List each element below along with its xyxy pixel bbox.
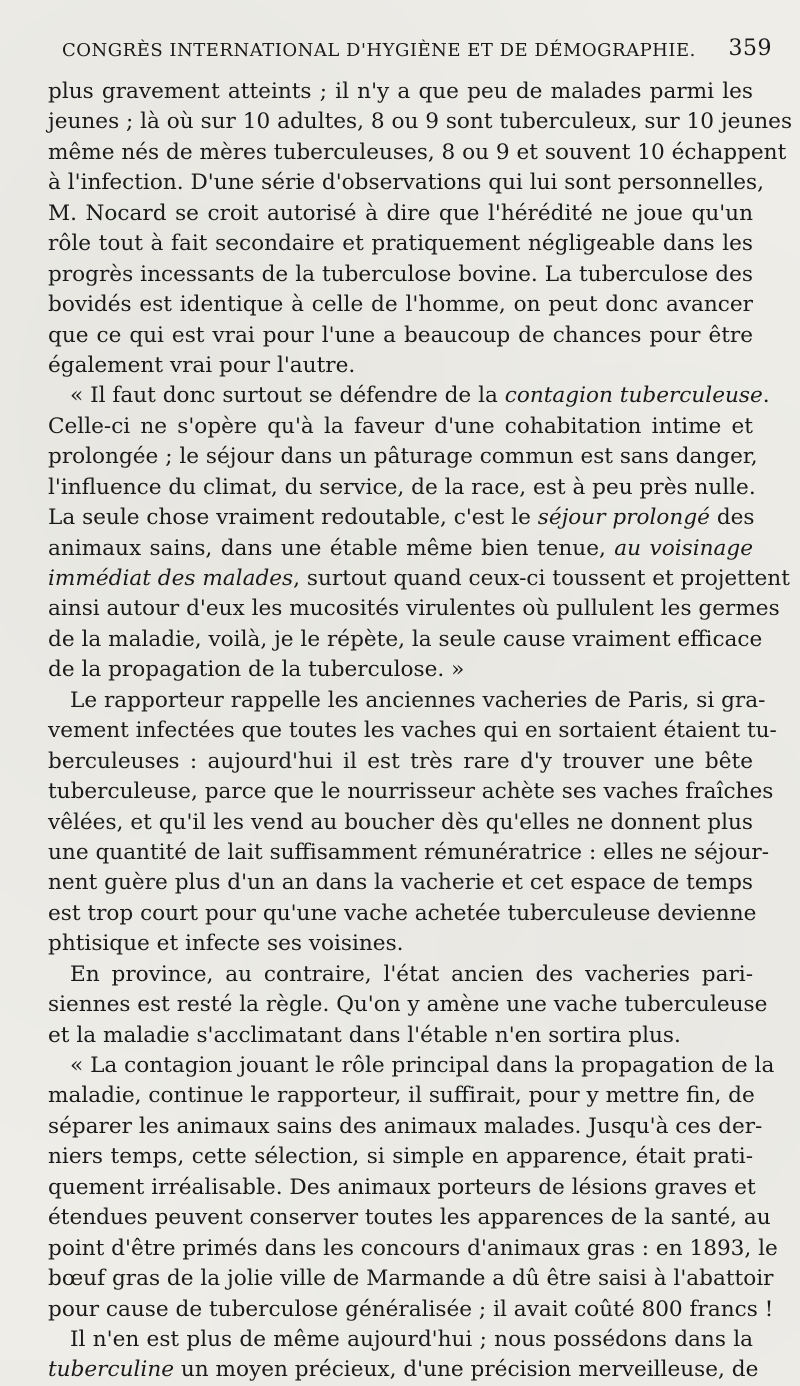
text-line: tuberculeuse, parce que le nourrisseur achète ses vaches fraîches — [48, 779, 774, 805]
text-line: et la maladie s'acclimatant dans l'étable n'en sortira plus. — [48, 1022, 681, 1048]
text-line: de la maladie, voilà, je le répète, la seule cause vraiment efficace — [48, 626, 763, 652]
text-line: Le rapporteur rappelle les anciennes vacheries de Paris, si gra- — [70, 687, 766, 713]
text-line: « La contagion jouant le rôle principal dans la propagation de la — [70, 1053, 775, 1078]
text-line: ainsi autour d'eux les mucosités virulentes où pullulent les germes — [48, 596, 780, 622]
body-text — [48, 77, 793, 1386]
text-line: « Il faut donc surtout se défendre de la contagion tuberculeuse. — [70, 383, 770, 409]
text-line: de la propagation de la tuberculose. » — [48, 657, 465, 683]
text-line: une quantité de lait suffisamment rémunératrice : elles ne séjour- — [48, 839, 770, 865]
text-line: maladie, continue le rapporteur, il suffirait, pour y mettre fin, de — [48, 1083, 755, 1109]
page-number: 359 — [728, 36, 772, 61]
running-title: CONGRÈS INTERNATIONAL D'HYGIÈNE ET DE DÉMOGRAPHIE. — [62, 40, 696, 61]
text-line: nent guère plus d'un an dans la vacherie et cet espace de temps — [48, 870, 753, 896]
page-header — [62, 36, 772, 66]
text-line: La seule chose vraiment redoutable, c'est le séjour prolongé des — [48, 505, 755, 531]
text-line: progrès incessants de la tuberculose bovine. La tuberculose des — [48, 261, 753, 287]
text-line: séparer les animaux sains des animaux malades. Jusqu'à ces der- — [48, 1113, 763, 1139]
text-line: animaux sains, dans une étable même bien tenue, au voisinage — [48, 535, 753, 561]
text-line: également vrai pour l'autre. — [48, 352, 356, 378]
text-line: niers temps, cette sélection, si simple en apparence, était prati- — [48, 1144, 753, 1170]
text-line: est trop court pour qu'une vache achetée tuberculeuse devienne — [48, 900, 757, 926]
text-line: siennes est resté la règle. Qu'on y amène une vache tuberculeuse — [48, 992, 768, 1018]
text-line: immédiat des malades, surtout quand ceux-ci toussent et projettent — [48, 566, 790, 591]
text-line: étendues peuvent conserver toutes les apparences de la santé, au — [48, 1205, 771, 1231]
text-line: rôle tout à fait secondaire et pratiquement négligeable dans les — [48, 231, 753, 257]
text-line: plus gravement atteints ; il n'y a que peu de malades parmi les — [48, 79, 753, 104]
text-line: vêlées, et qu'il les vend au boucher dès qu'elles ne donnent plus — [48, 809, 753, 835]
text-line: pour cause de tuberculose généralisée ; il avait coûté 800 francs ! — [48, 1296, 774, 1322]
text-line: jeunes ; là où sur 10 adultes, 8 ou 9 sont tuberculeux, sur 10 jeunes — [48, 109, 793, 135]
text-line: phtisique et infecte ses voisines. — [48, 931, 404, 957]
text-line: berculeuses : aujourd'hui il est très rare d'y trouver une bête — [48, 748, 753, 774]
text-line: M. Nocard se croit autorisé à dire que l'hérédité ne joue qu'un — [48, 200, 753, 226]
text-line: prolongée ; le séjour dans un pâturage commun est sans danger, — [48, 444, 758, 470]
text-line: point d'être primés dans les concours d'animaux gras : en 1893, le — [48, 1235, 778, 1261]
text-line: à l'infection. D'une série d'observations qui lui sont personnelles, — [48, 170, 764, 196]
text-line: tuberculine un moyen précieux, d'une précision merveilleuse, de — [48, 1357, 759, 1383]
text-line: que ce qui est vrai pour l'une a beaucoup de chances pour être — [48, 322, 753, 348]
text-line: l'influence du climat, du service, de la race, est à peu près nulle. — [48, 474, 756, 500]
text-line: Il n'en est plus de même aujourd'hui ; nous possédons dans la — [70, 1326, 753, 1352]
text-line: En province, au contraire, l'état ancien des vacheries pari- — [70, 961, 753, 987]
text-line: Celle-ci ne s'opère qu'à la faveur d'une cohabitation intime et — [48, 413, 753, 439]
text-line: quement irréalisable. Des animaux porteurs de lésions graves et — [48, 1174, 756, 1200]
text-line: bœuf gras de la jolie ville de Marmande a dû être saisi à l'abattoir — [48, 1266, 774, 1292]
text-line: bovidés est identique à celle de l'homme, on peut donc avancer — [48, 292, 753, 318]
text-line: vement infectées que toutes les vaches qui en sortaient étaient tu- — [48, 718, 777, 744]
text-line: même nés de mères tuberculeuses, 8 ou 9 et souvent 10 échappent — [48, 139, 787, 165]
